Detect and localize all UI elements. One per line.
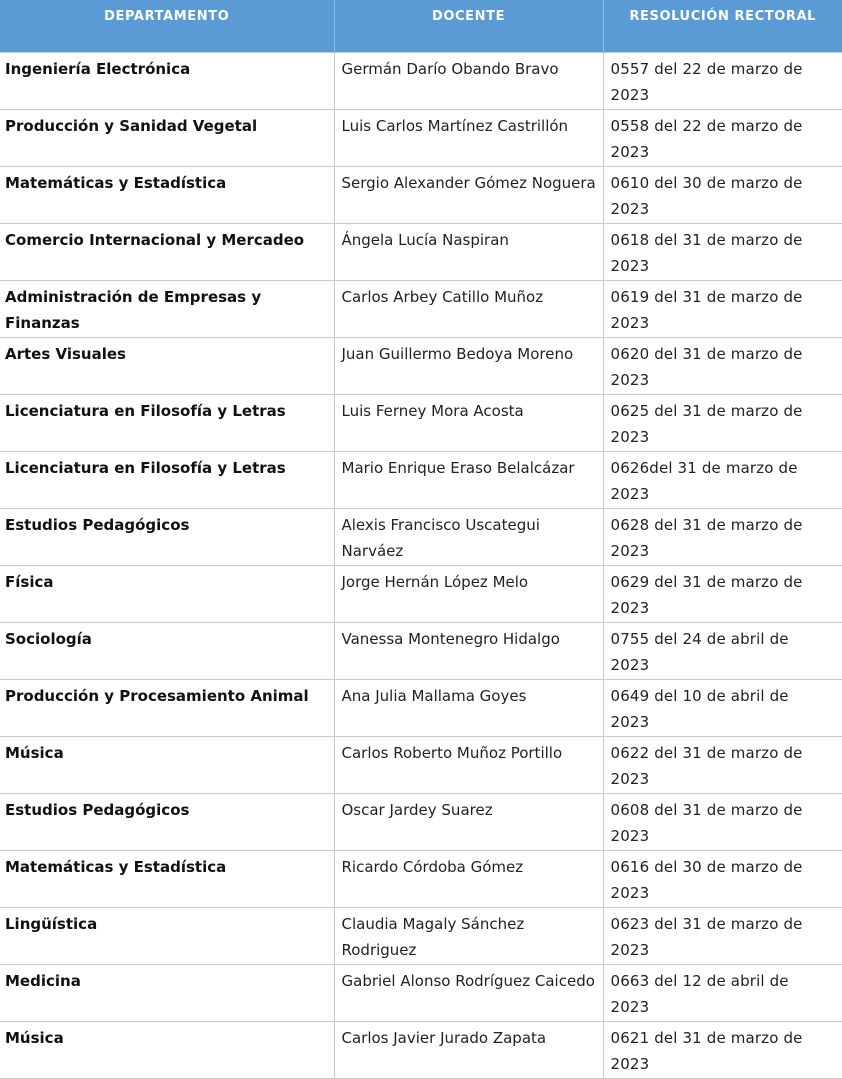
header-resolucion-rectoral: RESOLUCIÓN RECTORAL (603, 0, 842, 52)
cell-departamento: Licenciatura en Filosofía y Letras (0, 394, 334, 451)
cell-departamento: Música (0, 1021, 334, 1078)
cell-docente: Sergio Alexander Gómez Noguera (334, 166, 603, 223)
cell-departamento: Artes Visuales (0, 337, 334, 394)
cell-departamento: Ingeniería Electrónica (0, 52, 334, 109)
cell-resolucion: 0663 del 12 de abril de 2023 (603, 964, 842, 1021)
cell-resolucion: 0618 del 31 de marzo de 2023 (603, 223, 842, 280)
header-departamento: DEPARTAMENTO (0, 0, 334, 52)
cell-resolucion: 0608 del 31 de marzo de 2023 (603, 793, 842, 850)
cell-resolucion: 0626del 31 de marzo de 2023 (603, 451, 842, 508)
cell-departamento: Física (0, 565, 334, 622)
cell-resolucion: 0622 del 31 de marzo de 2023 (603, 736, 842, 793)
table-row (0, 964, 842, 1021)
cell-resolucion: 0621 del 31 de marzo de 2023 (603, 1021, 842, 1078)
cell-departamento: Producción y Procesamiento Animal (0, 679, 334, 736)
table-row (0, 850, 842, 907)
table-row (0, 337, 842, 394)
table-header (0, 0, 842, 52)
cell-docente: Claudia Magaly Sánchez Rodriguez (334, 907, 603, 964)
cell-docente: Ángela Lucía Naspiran (334, 223, 603, 280)
table-row (0, 223, 842, 280)
table-row (0, 508, 842, 565)
cell-docente: Carlos Javier Jurado Zapata (334, 1021, 603, 1078)
cell-docente: Mario Enrique Eraso Belalcázar (334, 451, 603, 508)
cell-departamento: Sociología (0, 622, 334, 679)
cell-departamento: Música (0, 736, 334, 793)
cell-docente: Oscar Jardey Suarez (334, 793, 603, 850)
cell-docente: Luis Carlos Martínez Castrillón (334, 109, 603, 166)
header-row (0, 0, 842, 52)
table-row (0, 736, 842, 793)
cell-resolucion: 0623 del 31 de marzo de 2023 (603, 907, 842, 964)
table-row (0, 1021, 842, 1078)
cell-departamento: Producción y Sanidad Vegetal (0, 109, 334, 166)
cell-resolucion: 0628 del 31 de marzo de 2023 (603, 508, 842, 565)
cell-resolucion: 0557 del 22 de marzo de 2023 (603, 52, 842, 109)
cell-departamento: Estudios Pedagógicos (0, 793, 334, 850)
cell-docente: Luis Ferney Mora Acosta (334, 394, 603, 451)
cell-departamento: Medicina (0, 964, 334, 1021)
cell-resolucion: 0649 del 10 de abril de 2023 (603, 679, 842, 736)
cell-resolucion: 0625 del 31 de marzo de 2023 (603, 394, 842, 451)
cell-docente: Gabriel Alonso Rodríguez Caicedo (334, 964, 603, 1021)
cell-departamento: Lingüística (0, 907, 334, 964)
table-row (0, 52, 842, 109)
table-row (0, 679, 842, 736)
header-docente: DOCENTE (334, 0, 603, 52)
cell-resolucion: 0755 del 24 de abril de 2023 (603, 622, 842, 679)
cell-departamento: Estudios Pedagógicos (0, 508, 334, 565)
cell-departamento: Administración de Empresas y Finanzas (0, 280, 334, 337)
table-row (0, 565, 842, 622)
cell-docente: Alexis Francisco Uscategui Narváez (334, 508, 603, 565)
table-row (0, 109, 842, 166)
cell-docente: Juan Guillermo Bedoya Moreno (334, 337, 603, 394)
cell-docente: Vanessa Montenegro Hidalgo (334, 622, 603, 679)
table-row (0, 907, 842, 964)
cell-resolucion: 0619 del 31 de marzo de 2023 (603, 280, 842, 337)
cell-resolucion: 0558 del 22 de marzo de 2023 (603, 109, 842, 166)
cell-resolucion: 0610 del 30 de marzo de 2023 (603, 166, 842, 223)
table-row (0, 280, 842, 337)
cell-docente: Jorge Hernán López Melo (334, 565, 603, 622)
cell-docente: Carlos Roberto Muñoz Portillo (334, 736, 603, 793)
table-row (0, 793, 842, 850)
table-row (0, 166, 842, 223)
cell-departamento: Matemáticas y Estadística (0, 850, 334, 907)
cell-docente: Ricardo Córdoba Gómez (334, 850, 603, 907)
cell-departamento: Licenciatura en Filosofía y Letras (0, 451, 334, 508)
table-row (0, 622, 842, 679)
table-body (0, 52, 842, 1078)
table-row (0, 394, 842, 451)
cell-departamento: Comercio Internacional y Mercadeo (0, 223, 334, 280)
cell-docente: Ana Julia Mallama Goyes (334, 679, 603, 736)
cell-docente: Germán Darío Obando Bravo (334, 52, 603, 109)
cell-docente: Carlos Arbey Catillo Muñoz (334, 280, 603, 337)
cell-resolucion: 0620 del 31 de marzo de 2023 (603, 337, 842, 394)
table-row (0, 451, 842, 508)
cell-resolucion: 0616 del 30 de marzo de 2023 (603, 850, 842, 907)
cell-resolucion: 0629 del 31 de marzo de 2023 (603, 565, 842, 622)
cell-departamento: Matemáticas y Estadística (0, 166, 334, 223)
